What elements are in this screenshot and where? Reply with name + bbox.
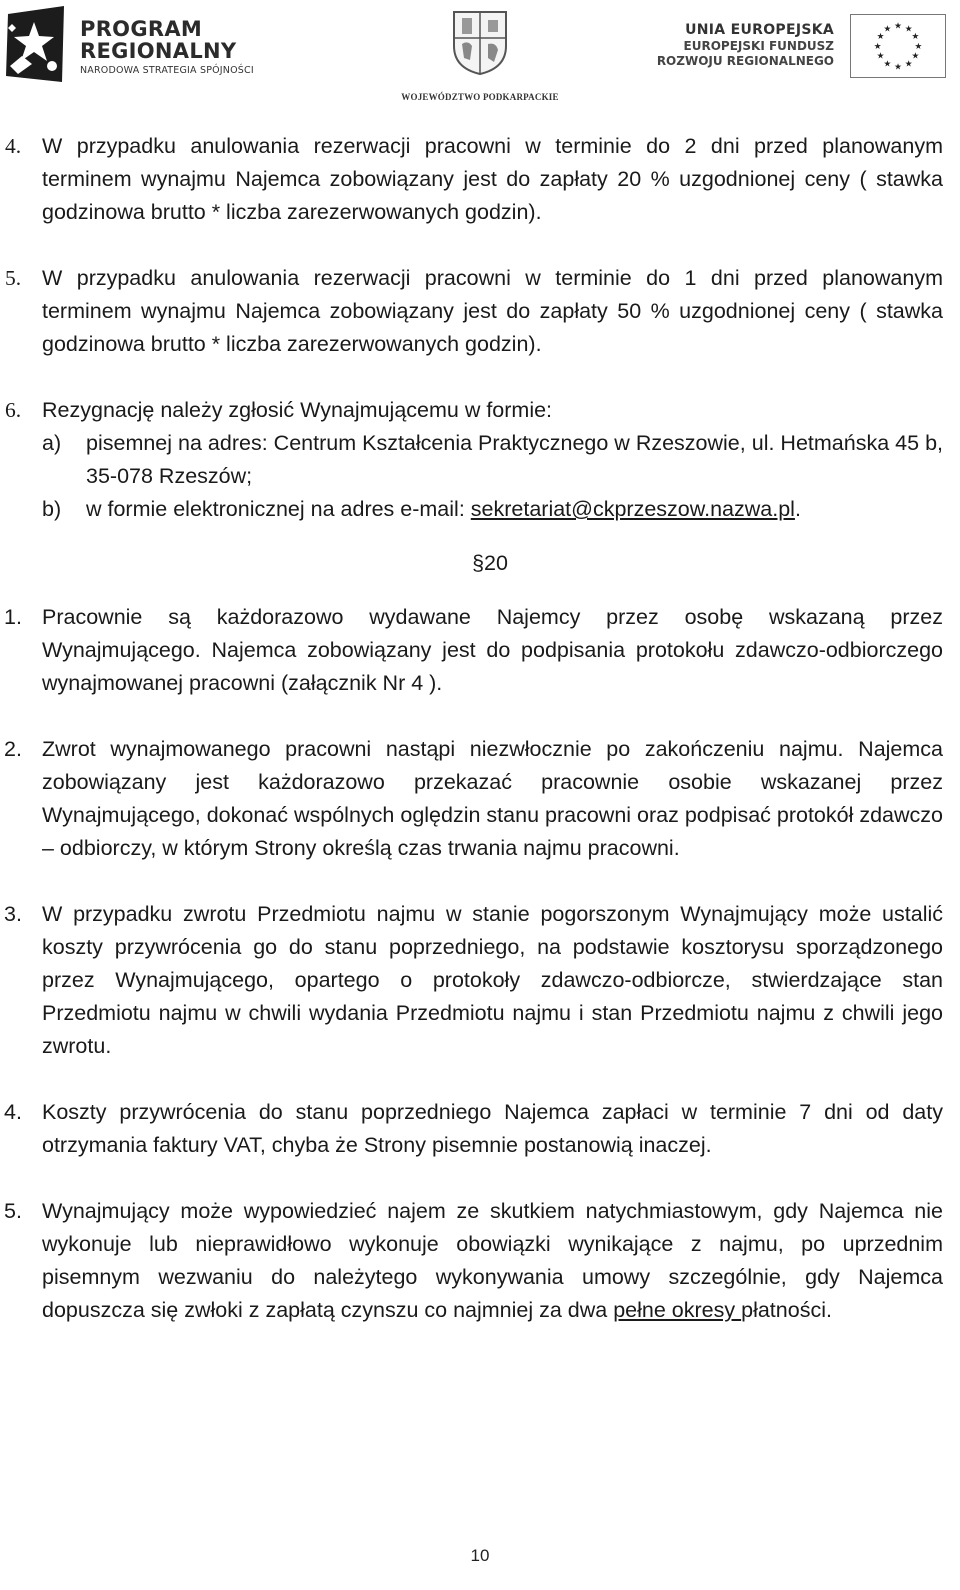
svg-text:★: ★ [883,58,892,69]
clause-number: 6. [5,398,22,422]
eu-title: UNIA EUROPEJSKA [685,22,834,38]
program-regionalny-text [80,18,254,78]
clause-text: W przypadku anulowania rezerwacji pracowni w terminie do 2 dni przed planowanym terminem wynajmu Najemca zobowiązany jest do zapłaty 20 % uzgodnionej ceny ( stawka godzinowa brutto * liczba zarezerwowanych godzin). [42,134,943,224]
svg-text:★: ★ [894,20,902,31]
email-link[interactable]: sekretariat@ckprzeszow.nazwa.pl [470,497,795,521]
svg-text:★: ★ [894,61,902,72]
clause-text: Wynajmujący może wypowiedzieć najem ze skutkiem natychmiastowym, gdy Najemca nie wykonuje lub nieprawidłowo wykonuje obowiązki wynikające z najmu, po uprzednim pisemnym wezwaniu do należytego wykonywania umowy szczególnie, gdy Najemca dopuszcza się zwłoki z zapłatą czynszu co najmniej za dwa [42,1199,943,1322]
clause-number: 5. [4,1199,22,1223]
clause-sub-item [42,427,943,493]
svg-text:★: ★ [883,23,892,34]
wojewodztwo-caption: WOJEWÓDZTWO PODKARPACKIE [401,92,559,102]
clause-text: W przypadku anulowania rezerwacji pracowni w terminie do 1 dni przed planowanym terminem wynajmu Najemca zobowiązany jest do zapłaty 50 % uzgodnionej ceny ( stawka godzinowa brutto * liczba zarezerwowanych godzin). [42,266,943,356]
clause-paragraph [0,130,960,229]
clause-paragraph [0,601,960,700]
document-body [0,130,960,1327]
program-subtitle: NARODOWA STRATEGIA SPÓJNOŚCI [80,65,254,76]
svg-text:★: ★ [873,40,882,51]
svg-text:★: ★ [876,31,885,42]
svg-text:★: ★ [904,58,913,69]
svg-text:★: ★ [911,50,920,61]
sub-item-text: w formie elektronicznej na adres e-mail: [86,497,465,521]
clause-number: 4. [4,1100,22,1124]
svg-text:★: ★ [911,31,920,42]
eu-logo-text [657,22,834,69]
eu-stars-flag-icon [850,14,946,78]
clause-paragraph [0,262,960,361]
sub-item-letter: a) [42,431,62,455]
clause-number: 2. [4,737,22,761]
section-title: §20 [472,551,508,575]
eu-fund-line2: ROZWOJU REGIONALNEGO [656,54,834,68]
program-regionalny-logo [4,4,276,84]
clause-paragraph-cancellation [0,394,960,526]
page-number: 10 [470,1546,490,1565]
page-header [0,0,960,104]
clause-text: Zwrot wynajmowanego pracowni nastąpi niezwłocznie po zakończeniu najmu. Najemca zobowiązany jest każdorazowo przekazać pracownie osobie wskazanej przez Wynajmującego, dokonać wspólnych oględzin stanu pracowni oraz podpisać protokół zdawczo – odbiorczy, w którym Strony określą czas trwania najmu pracowni. [42,737,943,860]
clause-paragraph [0,733,960,865]
clause-paragraph [0,1195,960,1327]
star-figure-icon [4,4,68,84]
clause-intro: Rezygnację należy zgłosić Wynajmującemu w formie: [42,398,553,422]
clause-number: 5. [5,266,22,290]
coat-of-arms-icon [450,8,510,76]
svg-text:★: ★ [914,40,923,51]
clause-number: 1. [4,605,22,629]
clause-text: Pracownie są każdorazowo wydawane Najemcy przez osobę wskazaną przez Wynajmującego. Najemca zobowiązany jest do podpisania protokołu zdawczo-odbiorczego wynajmowanej pracowni (załącznik Nr 4 ). [42,605,943,695]
sub-item-letter: b) [42,497,62,521]
wojewodztwo-logo [392,8,568,104]
sub-item-end: . [794,497,801,521]
clause-number: 3. [4,902,22,926]
svg-text:★: ★ [876,50,885,61]
clause-paragraph [0,898,960,1063]
clause-text: W przypadku zwrotu Przedmiotu najmu w stanie pogorszonym Wynajmujący może ustalić koszty przywrócenia go do stanu poprzedniego, na podstawie kosztorysu sporządzonego przez Wynajmującego, opartego o protokoły zdawczo-odbiorcze, stwierdzające stan Przedmiotu najmu w chwili wydania Przedmiotu najmu i stan Przedmiotu najmu z chwili jego zwrotu. [42,902,943,1058]
eu-logo [646,12,946,82]
clause-sub-item [42,493,943,526]
svg-text:★: ★ [904,23,913,34]
clause-text-underlined: pełne okresy [613,1298,742,1322]
clause-paragraph [0,1096,960,1162]
program-title-line1: PROGRAM [80,17,203,41]
eu-fund-line1: EUROPEJSKI FUNDUSZ [683,39,834,53]
clause-text-end: płatności. [741,1298,832,1322]
program-title-line2: REGIONALNY [80,39,237,63]
clause-number: 4. [5,134,22,158]
sub-item-text: pisemnej na adres: Centrum Kształcenia Praktycznego w Rzeszowie, ul. Hetmańska 45 b, 35-078 Rzeszów; [86,431,943,488]
clause-text: Koszty przywrócenia do stanu poprzedniego Najemca zapłaci w terminie 7 dni od daty otrzymania faktury VAT, chyba że Strony pisemnie postanowią inaczej. [42,1100,943,1157]
